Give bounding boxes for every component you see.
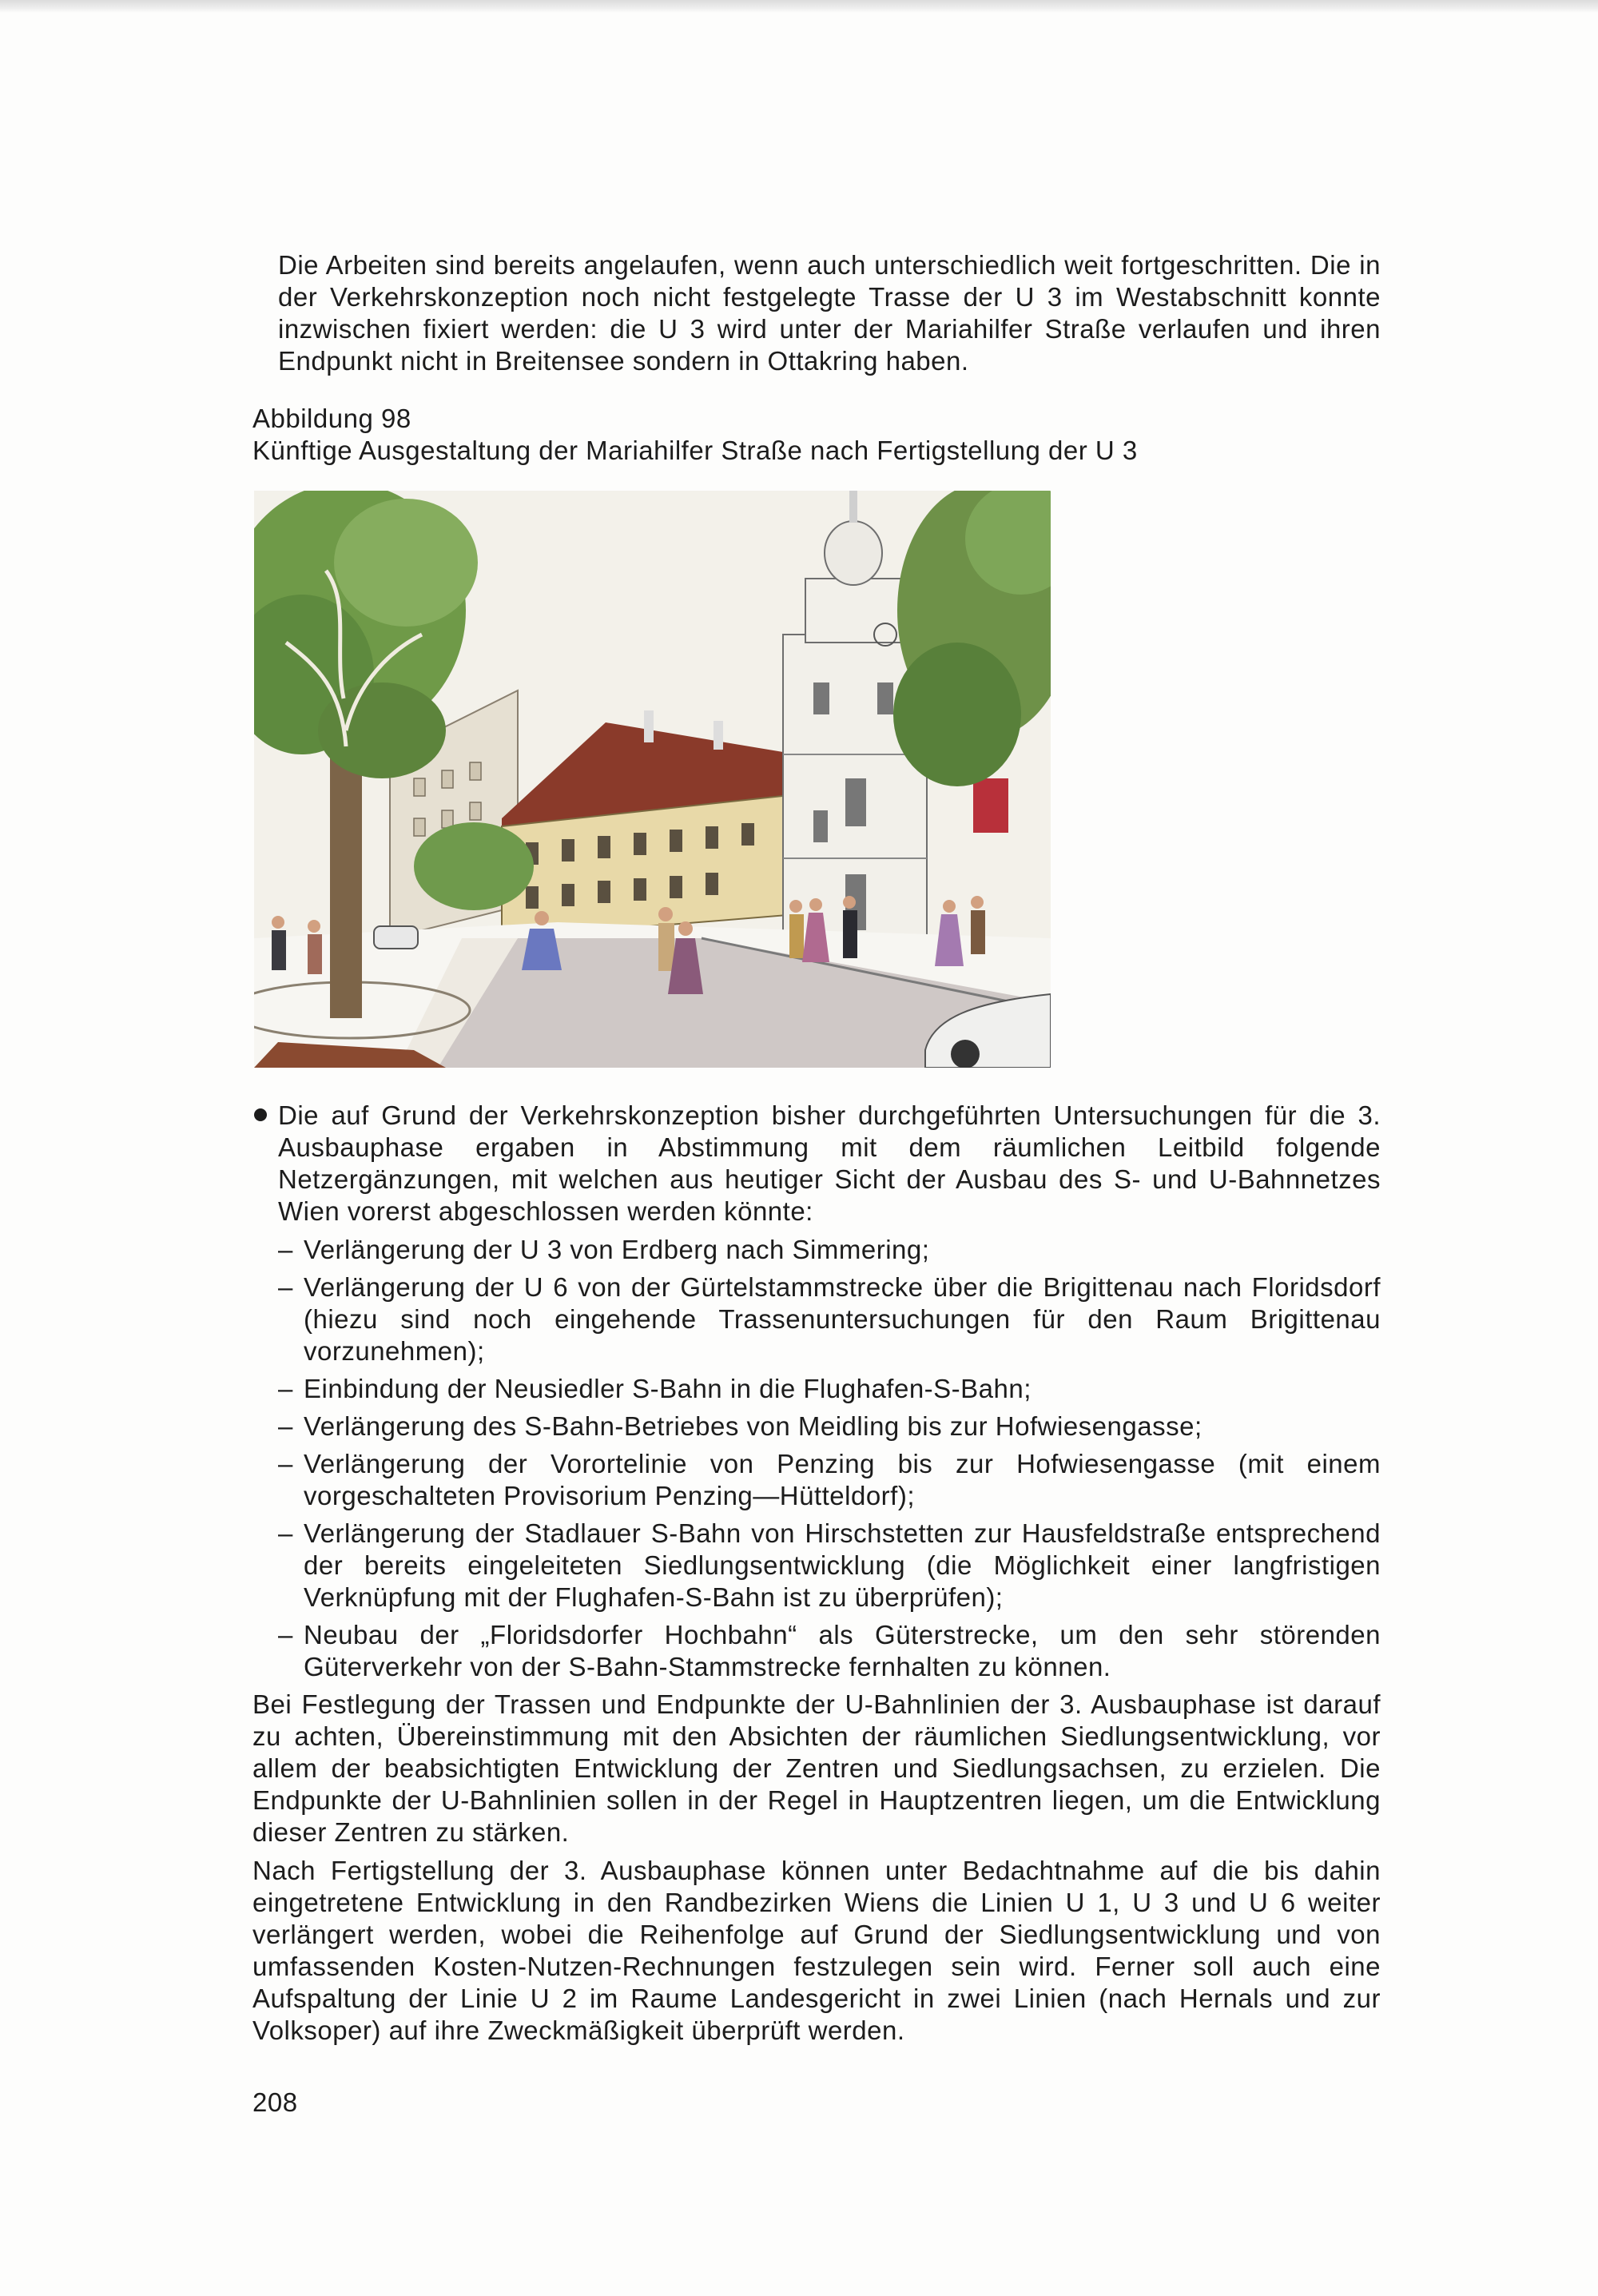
dash-list — [252, 1234, 1381, 1683]
list-item: – Verlängerung der Stadlauer S-Bahn von Hirschstetten zur Hausfeldstraße entsprechend der bereits eingeleiteten Siedlungsentwicklung (die Möglichkeit einer langfristigen Verknüpfung mit der Flughafen-S-Bahn ist zu überprüfen); — [278, 1518, 1381, 1612]
street-illustration — [254, 491, 1051, 1068]
list-item: – Verlängerung der U 6 von der Gürtelstammstrecke über die Brigittenau nach Floridsdorf (hiezu sind noch eingehende Trassenuntersuchungen für den Raum Brigittenau vorzunehmen); — [278, 1272, 1381, 1366]
dash-icon: – — [278, 1272, 293, 1302]
list-item: – Neubau der „Floridsdorfer Hochbahn“ als Güterstrecke, um den sehr störenden Güterverkehr von der S-Bahn-Stammstrecke fernhalten zu können. — [278, 1620, 1381, 1681]
bullet-item — [252, 1100, 1381, 1228]
bullet-dot-icon — [254, 1108, 267, 1121]
dash-icon: – — [278, 1411, 293, 1441]
list-item: – Verlängerung der U 3 von Erdberg nach Simmering; — [278, 1235, 930, 1264]
bullet-section — [252, 1100, 1381, 2053]
list-item: – Verlängerung der Vorortelinie von Penzing bis zur Hofwiesengasse (mit einem vorgeschalteten Provisorium Penzing—Hütteldorf); — [278, 1449, 1381, 1510]
intro-paragraph: Die Arbeiten sind bereits angelaufen, wenn auch unterschiedlich weit fortgeschritten. Die in der Verkehrskonzeption noch nicht festgelegte Trasse der U 3 im Westabschnitt konnte inzwischen fixiert werden: die U 3 wird unter der Mariahilfer Straße verlaufen und ihren Endpunkt nicht in Breitensee sondern in Ottakring haben. — [278, 250, 1381, 376]
body-paragraph: Nach Fertigstellung der 3. Ausbauphase können unter Bedachtnahme auf die bis dahin eingetretene Entwicklung in den Randbezirken Wiens die Linien U 1, U 3 und U 6 weiter verlängert werden, wobei die Reihenfolge auf Grund der Siedlungsentwicklung und von umfassenden Kosten-Nutzen-Rechnungen festzulegen sein wird. Ferner soll auch eine Aufspaltung der Linie U 2 im Raume Landesgericht in zwei Linien (nach Hernals und zur Volksoper) auf ihre Zweckmäßigkeit überprüft werden. — [252, 1856, 1381, 2045]
body-paragraph: Bei Festlegung der Trassen und Endpunkte der U-Bahnlinien der 3. Ausbauphase ist darauf zu achten, Übereinstimmung mit den Absichten der räumlichen Siedlungsentwicklung, vor allem der beabsichtigten Entwicklung der Zentren und Siedlungsachsen, zu erzielen. Die Endpunkte der U-Bahnlinien sollen in der Regel in Hauptzentren liegen, um die Entwicklung dieser Zentren zu stärken. — [252, 1689, 1381, 1847]
page-number: 208 — [252, 2087, 298, 2117]
figure-label: Abbildung 98 — [252, 404, 411, 433]
scan-top-edge — [0, 0, 1598, 13]
figure-title: Künftige Ausgestaltung der Mariahilfer Straße nach Fertigstellung der U 3 — [252, 436, 1138, 465]
list-item: – Einbindung der Neusiedler S-Bahn in die Flughafen-S-Bahn; — [278, 1374, 1032, 1403]
list-item: – Verlängerung des S-Bahn-Betriebes von Meidling bis zur Hofwiesengasse; — [278, 1411, 1202, 1441]
dash-icon: – — [278, 1518, 293, 1548]
dash-icon: – — [278, 1620, 293, 1649]
dash-icon: – — [278, 1235, 293, 1264]
dash-icon: – — [278, 1374, 293, 1403]
figure-caption — [252, 403, 1381, 467]
dash-icon: – — [278, 1449, 293, 1478]
bullet-text: Die auf Grund der Verkehrskonzeption bisher durchgeführten Untersuchungen für die 3. Ausbauphase ergaben in Abstimmung mit dem räumlichen Leitbild folgende Netzergänzungen, mit welchen aus heutiger Sicht der Ausbau des S- und U-Bahnnetzes Wien vorerst abgeschlossen werden könnte: — [278, 1100, 1381, 1226]
